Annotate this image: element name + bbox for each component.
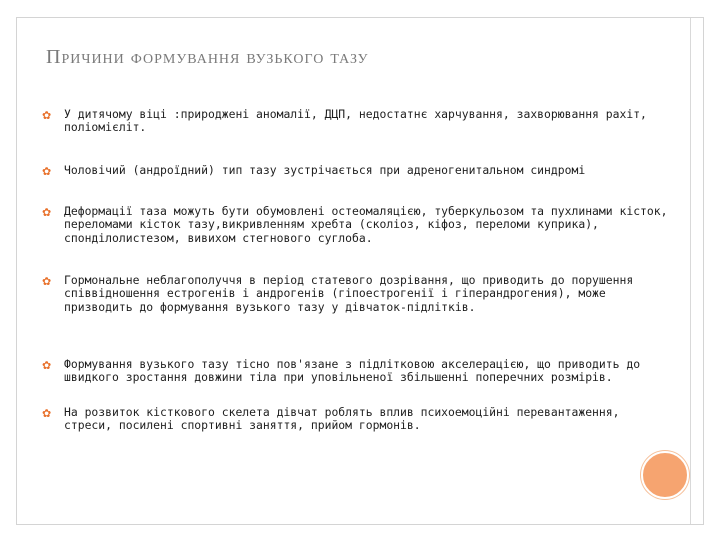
bullet-item <box>42 108 672 135</box>
bullet-item <box>42 406 672 433</box>
orange-ornament-icon: ✿ <box>42 359 52 372</box>
bullet-item <box>42 358 672 385</box>
slide-frame <box>16 17 704 525</box>
bullet-text: На розвиток кісткового скелета дівчат роблять вплив психоемоційні перевантаження, стреси, посилені спортивні заняття, прийом гормонів. <box>64 405 620 433</box>
side-divider <box>690 18 691 524</box>
orange-ornament-icon: ✿ <box>42 165 52 178</box>
bullet-text: Деформації таза можуть бути обумовлені остеомаляцією, туберкульозом та пухлинами кісток, переломами кісток тазу,викривленням хребта (сколіоз, кіфоз, переломи куприка), спонділолистезом, вивихом стегнового суглоба. <box>64 204 668 245</box>
bullet-item <box>42 205 672 245</box>
orange-ornament-icon: ✿ <box>42 206 52 219</box>
bullet-item <box>42 164 672 178</box>
bullet-text: У дитячому віці :природжені аномалії, ДЦП, недостатнє харчування, захворювання рахіт, поліомієліт. <box>64 107 647 135</box>
orange-ornament-icon: ✿ <box>42 275 52 288</box>
bullet-text: Гормональне неблагополуччя в період статевого дозрівання, що приводить до порушення співвідношення естрогенів і андрогенів (гіпоестрогенії і гіперандрогения), може призводить до формування вузького тазу у дівчаток-підлітків. <box>64 273 634 314</box>
bullet-text: Формування вузького тазу тісно пов'язане з підлітковою акселерацією, що приводить до швидкого зростання довжини тіла при уповільненої збільшенні поперечних розмірів. <box>64 357 641 385</box>
orange-ornament-icon: ✿ <box>42 407 52 420</box>
orange-circle-icon <box>641 451 689 499</box>
slide-title: Причини формування вузького тазу <box>46 46 369 68</box>
bullet-item <box>42 274 672 314</box>
orange-ornament-icon: ✿ <box>42 109 52 122</box>
bullet-text: Чоловічий (андроїдний) тип тазу зустрічається при адреногенитальном синдромі <box>64 163 586 177</box>
